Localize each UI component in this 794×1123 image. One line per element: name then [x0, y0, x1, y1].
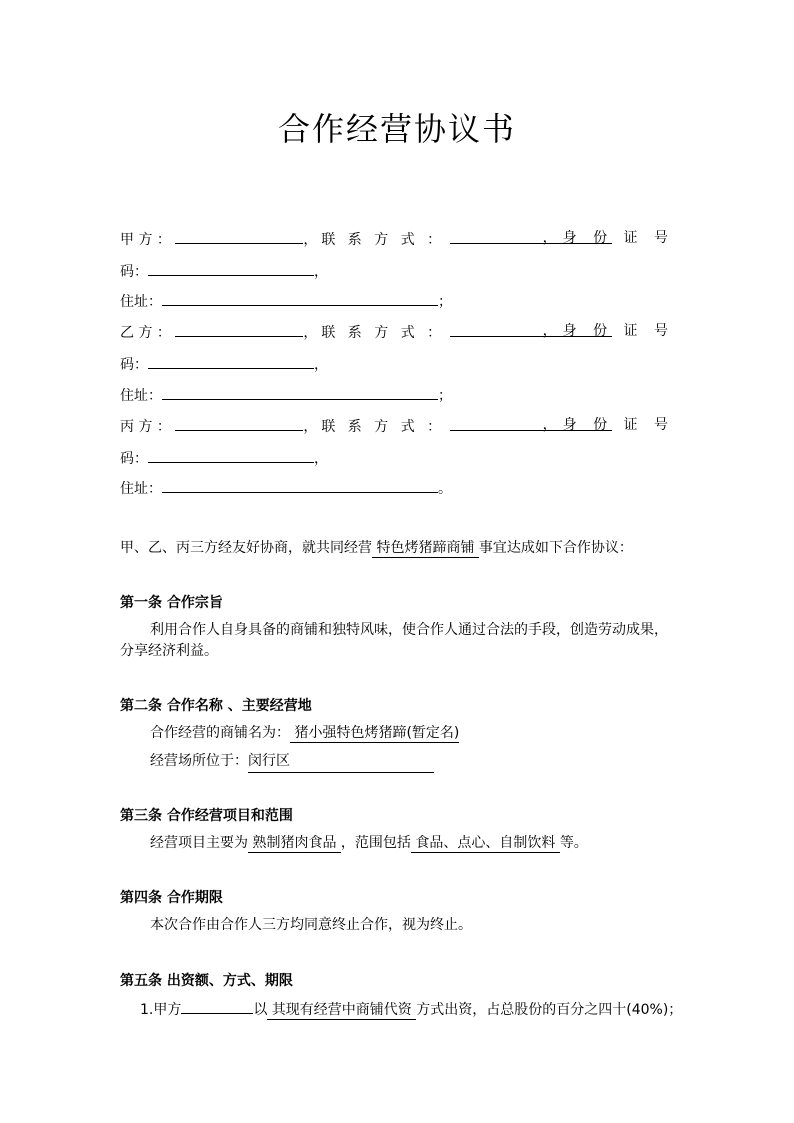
party-c-line2 — [120, 447, 328, 469]
place-label: 经营场所位于： — [150, 753, 248, 769]
party-b-line2 — [120, 353, 328, 375]
party-c-name-blank — [175, 415, 303, 431]
id-label-cont: 码： — [120, 451, 148, 467]
article2-heading: 第二条 合作名称 、主要经营地 — [120, 698, 312, 714]
contact-label: ，联 系 方 式 ： — [303, 325, 446, 341]
party-c-id-label: ，身 份 证 号 — [542, 417, 674, 433]
item1-prefix: 1.甲方 — [140, 1002, 182, 1018]
intro-prefix: 甲、乙、丙三方经友好协商，就共同经营 — [120, 540, 372, 556]
intro-paragraph — [120, 538, 633, 558]
article3-middle: ，范围包括 — [340, 835, 411, 851]
item1-suffix: 方式出资，占总股份的百分之四十(40%)； — [416, 1002, 683, 1018]
article2-name-line — [150, 723, 459, 743]
party-b-address-blank — [162, 384, 438, 400]
semicolon: ； — [438, 294, 452, 310]
party-a-address-line — [120, 290, 452, 312]
party-c-id-blank — [148, 447, 314, 463]
party-a-label: 甲 方 ： — [120, 232, 171, 248]
party-b-name-blank — [175, 321, 303, 337]
party-c-label: 丙 方 ： — [120, 419, 171, 435]
article3-prefix: 经营项目主要为 — [150, 835, 248, 851]
article3-suffix: 等。 — [559, 835, 588, 851]
party-b-id-blank — [148, 353, 314, 369]
id-label-cont: 码： — [120, 264, 148, 280]
article5-heading: 第五条 出资额、方式、期限 — [120, 973, 293, 989]
item1-method: 其现有经营中商铺代资 — [267, 1002, 417, 1018]
address-label: 住址： — [120, 294, 162, 310]
id-label-cont: 码： — [120, 357, 148, 373]
place-value: 闵行区 — [248, 751, 434, 773]
contact-label: ，联 系 方 式 ： — [303, 419, 446, 435]
article4-heading: 第四条 合作期限 — [120, 890, 223, 906]
party-a-line1 — [120, 228, 612, 250]
party-a-id-blank — [148, 260, 314, 276]
party-a-line2 — [120, 260, 328, 282]
party-b-label: 乙 方 ： — [120, 325, 171, 341]
article1-body-line2: 分享经济利益。 — [120, 643, 218, 659]
party-b-line1 — [120, 321, 612, 343]
semicolon: ； — [438, 388, 452, 404]
party-c-address-blank — [162, 477, 438, 493]
article4-body: 本次合作由合作人三方均同意终止合作，视为终止。 — [150, 917, 472, 933]
party-a-name-blank — [175, 228, 303, 244]
article3-body — [150, 833, 588, 853]
article3-heading: 第三条 合作经营项目和范围 — [120, 808, 293, 824]
article2-place-line — [150, 751, 434, 773]
item1-middle: 以 — [253, 1002, 268, 1018]
shop-name-value: 猪小强特色烤猪蹄(暂定名) — [290, 725, 460, 741]
address-label: 住址： — [120, 388, 162, 404]
party-c-line1 — [120, 415, 612, 437]
article1-heading: 第一条 合作宗旨 — [120, 595, 223, 611]
article1-body-line1: 利用合作人自身具备的商铺和独特风味，使合作人通过合法的手段，创造劳动成果， — [150, 622, 668, 638]
intro-business: 特色烤猪蹄商铺 — [372, 540, 479, 556]
comma: ， — [314, 357, 328, 373]
party-c-address-line — [120, 477, 452, 499]
article5-item1 — [140, 998, 682, 1020]
item1-blank — [181, 998, 253, 1014]
party-a-address-blank — [162, 290, 438, 306]
article3-main-item: 熟制猪肉食品 — [248, 835, 341, 851]
shop-name-label: 合作经营的商铺名为： — [150, 725, 290, 741]
document-title: 合作经营协议书 — [277, 110, 516, 148]
comma: ， — [314, 451, 328, 467]
party-a-id-label: ，身 份 证 号 — [542, 230, 674, 246]
period: 。 — [438, 481, 452, 497]
article3-scope: 食品、点心、自制饮料 — [410, 835, 560, 851]
party-b-address-line — [120, 384, 452, 406]
address-label: 住址： — [120, 481, 162, 497]
contact-label: ，联 系 方 式 ： — [303, 232, 446, 248]
comma: ， — [314, 264, 328, 280]
party-b-id-label: ，身 份 证 号 — [542, 323, 674, 339]
intro-suffix: 事宜达成如下合作协议： — [478, 540, 633, 556]
